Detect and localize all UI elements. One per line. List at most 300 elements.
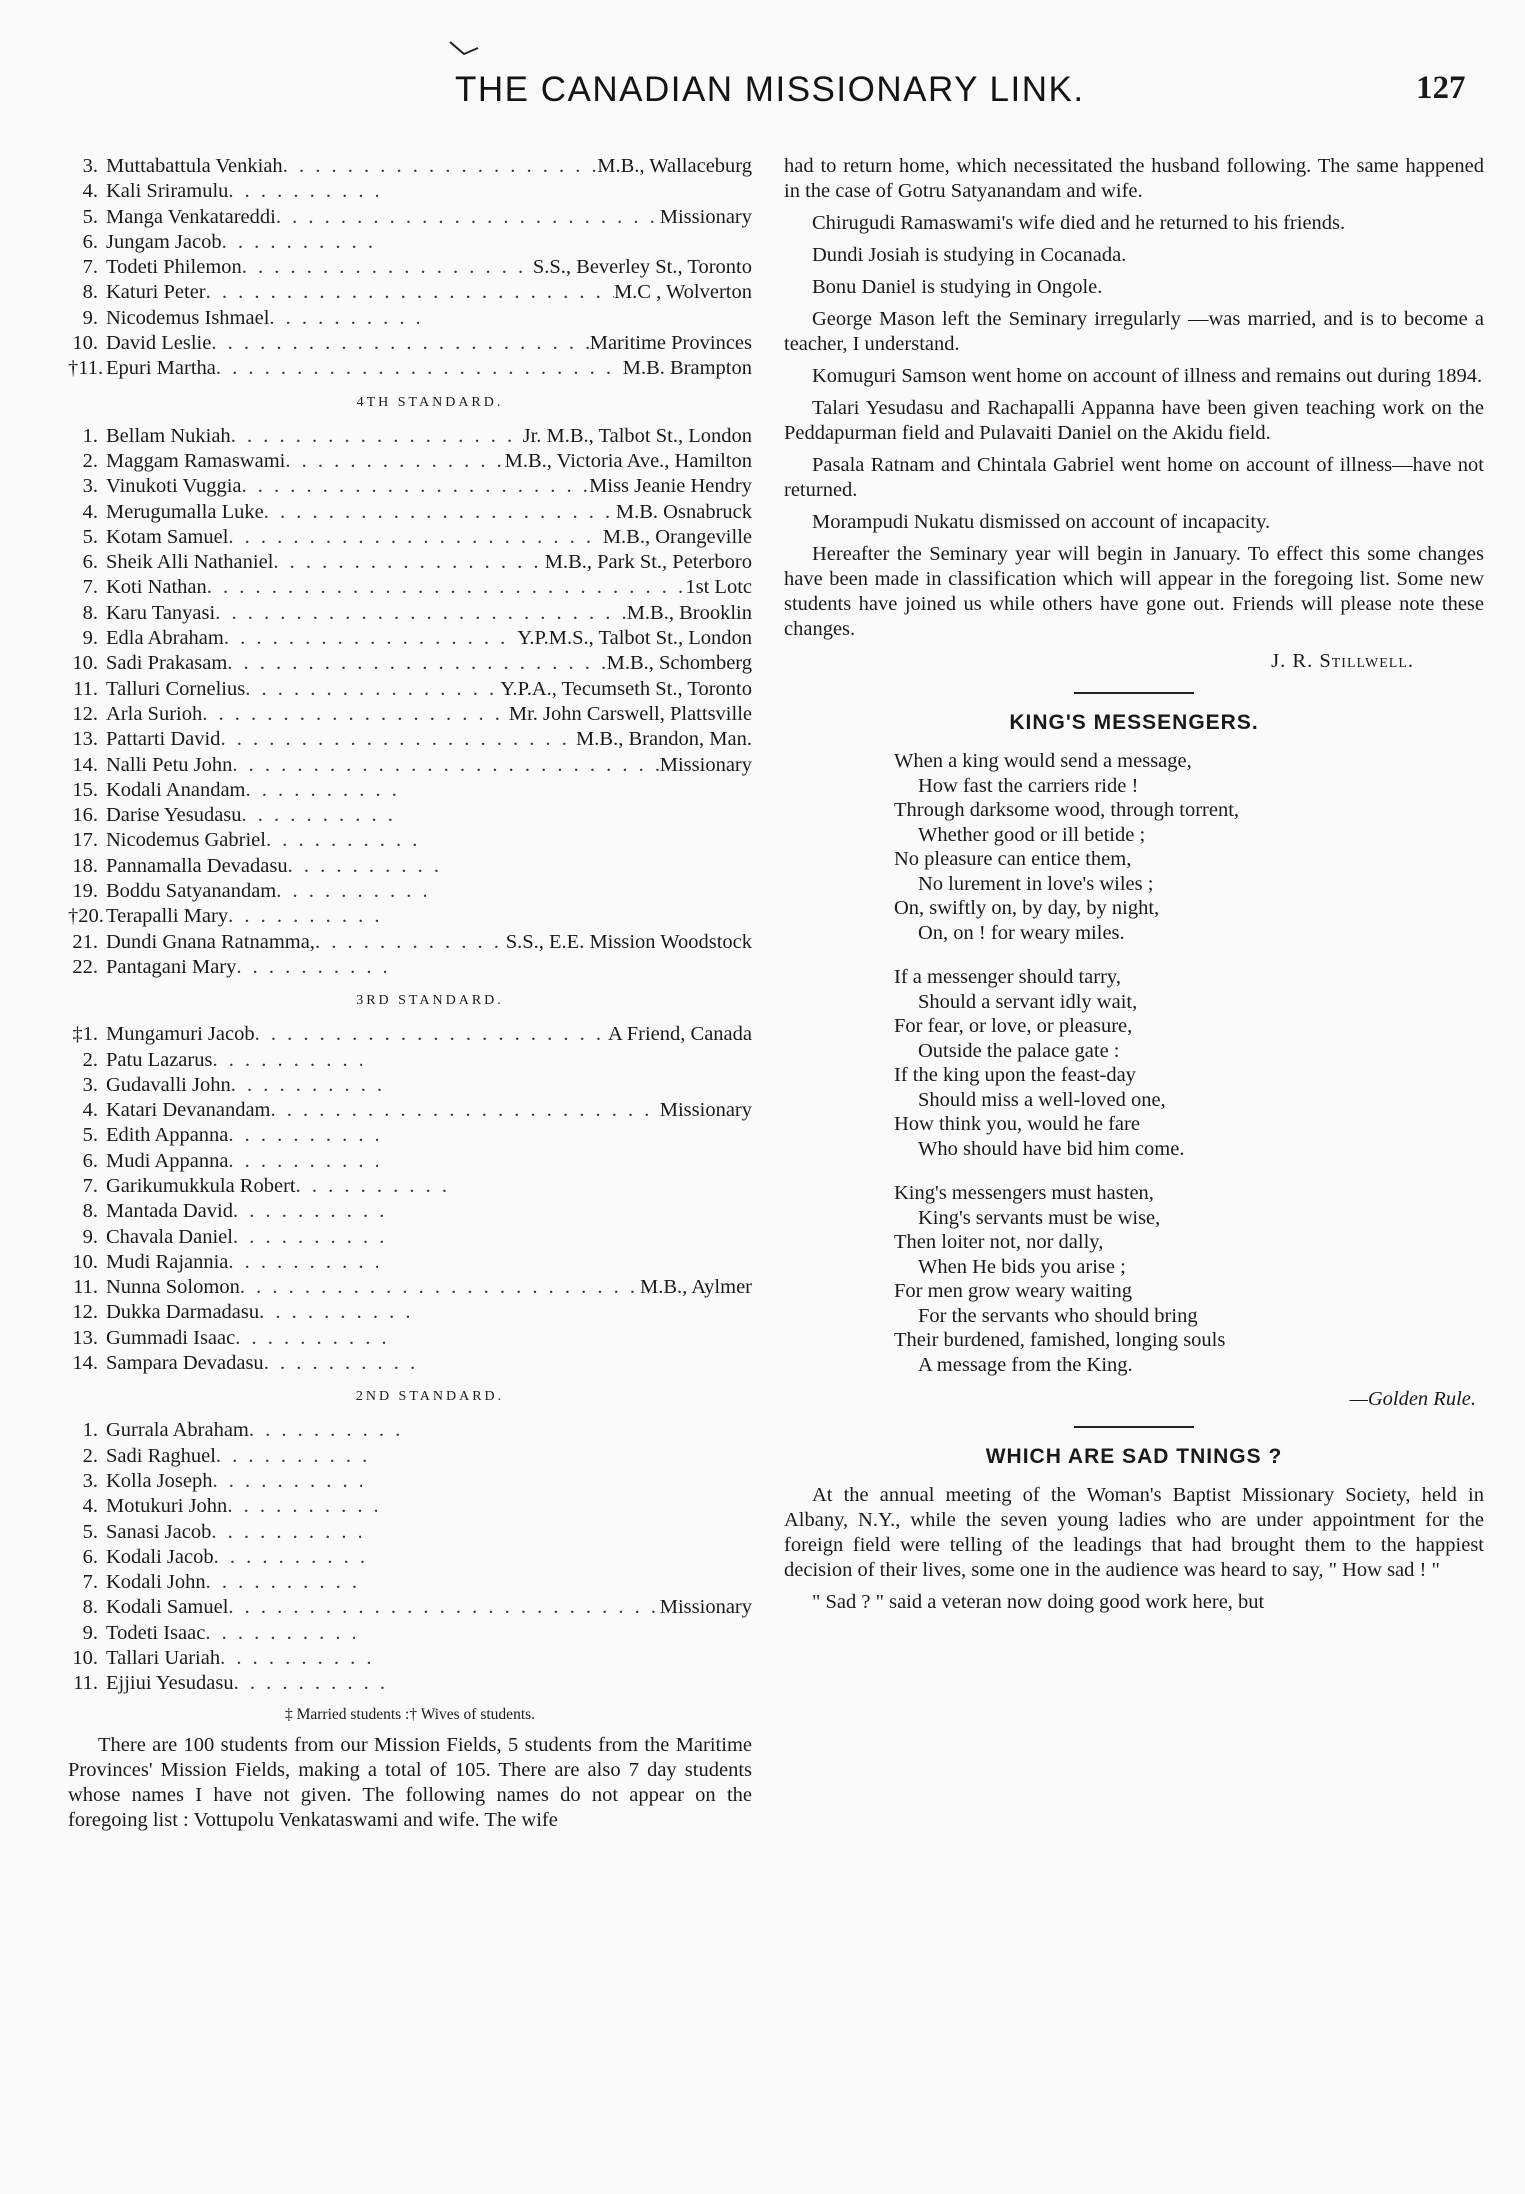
leader-dots [235,1326,385,1351]
student-entry [68,1123,752,1148]
entry-number: 2. [82,1048,98,1071]
leader-dots [228,179,378,204]
student-entry [68,356,752,381]
student-entry [68,1444,752,1469]
leader-dots [228,1250,378,1275]
student-name: Nalli Petu John [106,753,233,776]
leader-dots [207,575,686,600]
entry-number: 7. [82,1174,98,1197]
fifth-standard-list [68,154,752,382]
supporter: M.B., Victoria Ave., Hamilton [504,449,752,472]
entry-number: 10. [72,652,98,675]
entry-number: 5. [82,205,98,228]
leader-dots [315,930,506,955]
supporter: S.S., Beverley St., Toronto [532,256,752,279]
student-entry [68,1545,752,1570]
footnote: ‡ Married students :† Wives of students. [284,1705,536,1723]
student-entry [68,1073,752,1098]
leader-dots [236,955,386,980]
student-name: Boddu Satyanandam [106,880,277,903]
supporter: Mr. John Carswell, Plattsville [508,702,752,725]
student-name: Mudi Rajannia [106,1250,229,1273]
leader-dots [259,1300,409,1325]
student-entry [68,879,752,904]
note-paragraph: Morampudi Nukatu dismissed on account of incapacity. [812,511,1271,533]
entry-number: ‡1. [72,1023,98,1046]
page-number: 127 [1416,70,1466,106]
note-paragraph: Talari Yesudasu and Rachapalli Appanna have been given teaching work on the Peddapurman field and Pulavaiti Daniel on the Akidu field. [784,397,1484,444]
student-entry [68,1570,752,1595]
student-name: Terapalli Mary [106,905,229,928]
entry-number: 8. [82,1200,98,1223]
second-standard-list [68,1418,752,1696]
student-entry [68,904,752,929]
poem-line: Through darksome wood, through torrent, [894,799,1240,821]
leader-dots [233,1199,383,1224]
student-entry [68,424,752,449]
leader-dots [206,280,614,305]
leader-dots [264,500,616,525]
student-entry [68,1621,752,1646]
entry-number: 2. [82,449,98,472]
entry-number: 12. [72,1301,98,1324]
entry-number: 10. [72,332,98,355]
student-name: Pantagani Mary [106,955,237,978]
entry-number: 22. [72,955,98,978]
student-entry [68,1250,752,1275]
entry-number: 1. [82,424,98,447]
student-name: Sadi Raghuel [106,1444,216,1467]
poem-line: Should miss a well-loved one, [918,1088,1166,1111]
student-name: Motukuri John [106,1495,228,1518]
student-entry [68,601,752,626]
student-name: Karu Tanyasi [106,601,216,624]
entry-number: 6. [82,1149,98,1172]
page-header [0,70,1525,120]
entry-number: 7. [82,576,98,599]
student-entry [68,1022,752,1047]
student-name: David Leslie [106,332,212,355]
student-name: Gurrala Abraham [106,1419,249,1442]
student-name: Mungamuri Jacob [106,1023,255,1046]
student-name: Nicodemus Ishmael [106,306,270,329]
student-entry [68,854,752,879]
student-entry [68,1469,752,1494]
supporter: Missionary [659,205,752,228]
poem-line: Who should have bid him come. [918,1137,1185,1160]
student-entry [68,651,752,676]
student-name: Muttabattula Venkiah [106,155,283,177]
poem-line: King's servants must be wise, [918,1206,1161,1229]
poem-stanza [894,749,1484,945]
poem-stanza [894,1181,1484,1377]
leader-dots [228,1595,659,1620]
poem-line: A message from the King. [918,1353,1133,1376]
entry-number: 3. [82,1469,98,1492]
student-entry [68,500,752,525]
entry-number: 5. [82,525,98,548]
entry-number: 6. [82,551,98,574]
student-entry [68,778,752,803]
student-name: Sadi Prakasam [106,652,228,675]
third-standard-list [68,1022,752,1376]
entry-number: †11. [68,357,104,380]
entry-number: 18. [72,854,98,877]
ink-mark-icon [448,38,480,60]
supporter: 1st Lotc [685,576,752,599]
seminary-notes [784,154,1484,642]
poem-line: How fast the carriers ride ! [918,774,1139,797]
fourth-standard-list [68,424,752,981]
student-entry [68,255,752,280]
supporter: M.C , Wolverton [613,281,752,304]
entry-number: 10. [72,1647,98,1670]
student-name: Maggam Ramaswami [106,449,286,472]
entry-number: 15. [72,778,98,801]
entry-number: 4. [82,1099,98,1122]
poem-line: If a messenger should tarry, [894,966,1121,988]
leader-dots [283,154,598,179]
leader-dots [242,474,590,499]
leader-dots [214,1545,364,1570]
poem-line: No lurement in love's wiles ; [918,872,1154,895]
leader-dots [215,601,627,626]
poem-line: Then loiter not, nor dally, [894,1231,1104,1253]
leader-dots [216,1444,366,1469]
student-entry [68,1326,752,1351]
poem-line: If the king upon the feast-day [894,1064,1136,1086]
student-name: Vinukoti Vuggia [106,475,242,498]
leader-dots [222,230,372,255]
leader-dots [264,1351,414,1376]
entry-number: 13. [72,728,98,751]
supporter: M.B. Osnabruck [615,500,752,523]
entry-number: 5. [82,1124,98,1147]
leader-dots [212,1048,362,1073]
article-title: WHICH ARE SAD TNINGS ? [985,1445,1283,1468]
leader-dots [245,677,500,702]
poem-stanza [894,965,1484,1161]
student-entry [68,306,752,331]
entry-number: 6. [82,230,98,253]
third-standard-heading: 3RD STANDARD. [356,993,504,1009]
poem [784,749,1484,1377]
student-name: Kodali Jacob [106,1545,214,1568]
entry-number: 3. [82,155,98,177]
student-count-paragraph: There are 100 students from our Mission Fields, 5 students from the Maritime Provinces' Mission Fields, making a total of 105. There are also 7 day students whose names I have not given. The following names do not appear on the foregoing list : Vottupolu Venkataswami and wife. The wife [68,1733,752,1831]
leader-dots [271,1098,660,1123]
student-name: Garikumukkula Robert [106,1174,296,1197]
leader-dots [249,1418,399,1443]
student-name: Arla Surioh [106,702,203,725]
poem-line: No pleasure can entice them, [894,848,1132,870]
entry-number: 3. [82,475,98,498]
entry-number: 9. [82,1621,98,1644]
poem-line: On, swiftly on, by day, by night, [894,897,1160,919]
leader-dots [211,1520,361,1545]
supporter: Missionary [659,753,752,776]
entry-number: 11. [73,1276,98,1299]
leader-dots [227,1494,377,1519]
supporter: Miss Jeanie Hendry [589,475,752,498]
second-standard-heading: 2ND STANDARD. [355,1389,505,1405]
student-entry [68,474,752,499]
entry-number: 9. [82,306,98,329]
student-name: Mantada David [106,1200,233,1223]
student-entry [68,1199,752,1224]
student-name: Kolla Joseph [106,1469,213,1492]
student-entry [68,1098,752,1123]
student-name: Todeti Isaac [106,1621,206,1644]
note-paragraph: Bonu Daniel is studying in Ongole. [812,276,1103,298]
fourth-standard-heading: 4TH STANDARD. [356,394,504,410]
student-name: Dundi Gnana Ratnamma, [106,930,315,953]
student-entry [68,230,752,255]
student-entry [68,677,752,702]
supporter: M.B., Wallaceburg [597,155,752,177]
student-entry [68,930,752,955]
entry-number: 11. [73,677,98,700]
supporter: Jr. M.B., Talbot St., London [522,424,752,447]
student-entry [68,179,752,204]
student-name: Merugumalla Luke [106,500,264,523]
student-entry [68,1351,752,1376]
entry-number: 1. [82,1419,98,1442]
student-entry [68,1494,752,1519]
entry-number: 9. [82,1225,98,1248]
entry-number: †20. [68,905,104,928]
section-divider [1074,692,1194,694]
student-name: Jungam Jacob [106,230,222,253]
student-name: Kodali Samuel [106,1596,229,1619]
student-entry [68,1174,752,1199]
supporter: Y.P.A., Tecumseth St., Toronto [500,677,752,700]
leader-dots [211,331,589,356]
left-column [68,154,752,1833]
student-entry [68,803,752,828]
entry-number: 7. [82,1571,98,1594]
entry-number: 21. [72,930,98,953]
note-paragraph: Komuguri Samson went home on account of illness and remains out during 1894. [812,365,1483,387]
leader-dots [220,727,576,752]
note-paragraph: Hereafter the Seminary year will begin in January. To effect this some changes have been made in classification which will appear in the foregoing list. Some new students have joined us while others have gone out. Friends will please note these changes. [784,543,1484,640]
student-entry [68,828,752,853]
student-name: Todeti Philemon [106,256,242,279]
leader-dots [240,1275,640,1300]
leader-dots [224,626,517,651]
leader-dots [231,424,523,449]
supporter: M.B., Orangeville [602,525,752,548]
student-entry [68,1300,752,1325]
student-name: Gummadi Isaac [106,1326,236,1349]
leader-dots [227,651,606,676]
leader-dots [202,702,509,727]
student-name: Pannamalla Devadasu [106,854,288,877]
entry-number: 7. [82,256,98,279]
leader-dots [232,753,659,778]
poem-title: KING'S MESSENGERS. [1009,711,1259,734]
student-name: Kodali Anandam [106,778,246,801]
entry-number: 3. [82,1073,98,1096]
student-name: Sampara Devadasu [106,1352,264,1375]
supporter: A Friend, Canada [607,1023,752,1046]
student-name: Koti Nathan [106,576,207,599]
section-divider [1074,1426,1194,1428]
leader-dots [266,828,416,853]
student-name: Darise Yesudasu [106,804,242,827]
student-entry [68,1225,752,1250]
poem-line: How think you, would he fare [894,1113,1140,1135]
leader-dots [206,1570,356,1595]
leader-dots [242,803,392,828]
supporter: M.B., Aylmer [639,1276,752,1299]
student-entry [68,753,752,778]
leader-dots [228,1149,378,1174]
supporter: S.S., E.E. Mission Woodstock [505,930,752,953]
entry-number: 4. [82,180,98,203]
entry-number: 8. [82,281,98,304]
student-name: Epuri Martha [106,357,216,380]
student-entry [68,727,752,752]
leader-dots [212,1469,362,1494]
student-name: Nicodemus Gabriel [106,829,266,852]
poem-line: Whether good or ill betide ; [918,823,1146,846]
entry-number: 16. [72,804,98,827]
student-entry [68,525,752,550]
leader-dots [228,525,602,550]
entry-number: 8. [82,1596,98,1619]
student-entry [68,1595,752,1620]
leader-dots [285,449,504,474]
poem-line: Should a servant idly wait, [918,990,1138,1013]
signature: J. R. Stillwell. [1271,650,1414,672]
poem-line: For fear, or love, or pleasure, [894,1015,1133,1037]
student-name: Tallari Uariah [106,1647,221,1670]
student-name: Katuri Peter [106,281,206,304]
student-name: Manga Venkatareddi [106,205,276,228]
poem-line: When a king would send a message, [894,750,1192,772]
leader-dots [234,1671,384,1696]
student-entry [68,575,752,600]
entry-number: 9. [82,627,98,650]
student-entry [68,1646,752,1671]
student-name: Mudi Appanna [106,1149,229,1172]
entry-number: 8. [82,601,98,624]
supporter: Missionary [659,1099,752,1122]
student-name: Gudavalli John [106,1073,231,1096]
entry-number: 5. [82,1520,98,1543]
leader-dots [288,854,438,879]
leader-dots [216,356,623,381]
leader-dots [228,1123,378,1148]
poem-line: For men grow weary waiting [894,1280,1132,1302]
student-name: Edla Abraham [106,627,224,650]
student-name: Kotam Samuel [106,525,229,548]
entry-number: 6. [82,1545,98,1568]
right-column [784,154,1484,1622]
supporter: Maritime Provinces [589,332,752,355]
poem-line: King's messengers must hasten, [894,1182,1154,1204]
student-name: Patu Lazarus [106,1048,213,1071]
poem-line: On, on ! for weary miles. [918,921,1125,944]
journal-title: THE CANADIAN MISSIONARY LINK. [455,70,1085,109]
supporter: M.B., Brandon, Man. [576,728,752,751]
entry-number: 12. [72,702,98,725]
student-entry [68,1048,752,1073]
poem-line: When He bids you arise ; [918,1255,1126,1278]
note-paragraph: Dundi Josiah is studying in Cocanada. [812,244,1127,266]
entry-number: 19. [72,880,98,903]
entry-number: 13. [72,1326,98,1349]
student-name: Katari Devanandam [106,1099,271,1122]
student-entry [68,1149,752,1174]
entry-number: 10. [72,1250,98,1273]
student-entry [68,550,752,575]
leader-dots [273,550,544,575]
leader-dots [205,1621,355,1646]
student-entry [68,1671,752,1696]
student-name: Chavala Daniel [106,1225,233,1248]
student-name: Sanasi Jacob [106,1520,212,1543]
note-paragraph: Pasala Ratnam and Chintala Gabriel went home on account of illness—have not returned. [784,454,1484,501]
student-name: Ejjiui Yesudasu [106,1672,234,1695]
leader-dots [231,1073,381,1098]
article-body [784,1483,1484,1615]
entry-number: 11. [73,1672,98,1695]
supporter: M.B., Park St., Peterboro [544,551,752,574]
article-paragraph: At the annual meeting of the Woman's Baptist Missionary Society, held in Albany, N.Y., while the seven young ladies who are under appointment for the foreign field were telling of the leadings that had brought them to the happiest decision of their lives, some one in the audience was heard to say, " How sad ! " [784,1484,1484,1581]
entry-number: 2. [82,1444,98,1467]
leader-dots [296,1174,446,1199]
leader-dots [233,1225,383,1250]
entry-number: 14. [72,753,98,776]
student-name: Edith Appanna [106,1124,229,1147]
student-name: Nunna Solomon [106,1276,240,1299]
entry-number: 4. [82,500,98,523]
student-entry [68,154,752,179]
leader-dots [220,1646,370,1671]
student-entry [68,280,752,305]
leader-dots [228,904,378,929]
leader-dots [242,255,533,280]
student-entry [68,955,752,980]
entry-number: 14. [72,1352,98,1375]
leader-dots [269,306,419,331]
leader-dots [276,205,660,230]
student-name: Bellam Nukiah [106,424,231,447]
student-name: Talluri Cornelius [106,677,246,700]
student-name: Kodali John [106,1571,206,1594]
student-entry [68,205,752,230]
poem-credit: —Golden Rule. [1349,1388,1476,1410]
article-paragraph: " Sad ? " said a veteran now doing good work here, but [812,1591,1265,1613]
leader-dots [246,778,396,803]
supporter: Missionary [659,1596,752,1619]
poem-line: Outside the palace gate : [918,1039,1120,1062]
student-name: Kali Sriramulu [106,180,229,203]
student-entry [68,1520,752,1545]
student-name: Dukka Darmadasu [106,1301,260,1324]
supporter: M.B. Brampton [622,357,752,380]
leader-dots [276,879,426,904]
student-entry [68,702,752,727]
entry-number: 17. [72,829,98,852]
entry-number: 4. [82,1495,98,1518]
student-name: Pattarti David [106,728,221,751]
note-paragraph: Chirugudi Ramaswami's wife died and he returned to his friends. [812,212,1346,234]
supporter: M.B., Schomberg [606,652,752,675]
student-entry [68,331,752,356]
